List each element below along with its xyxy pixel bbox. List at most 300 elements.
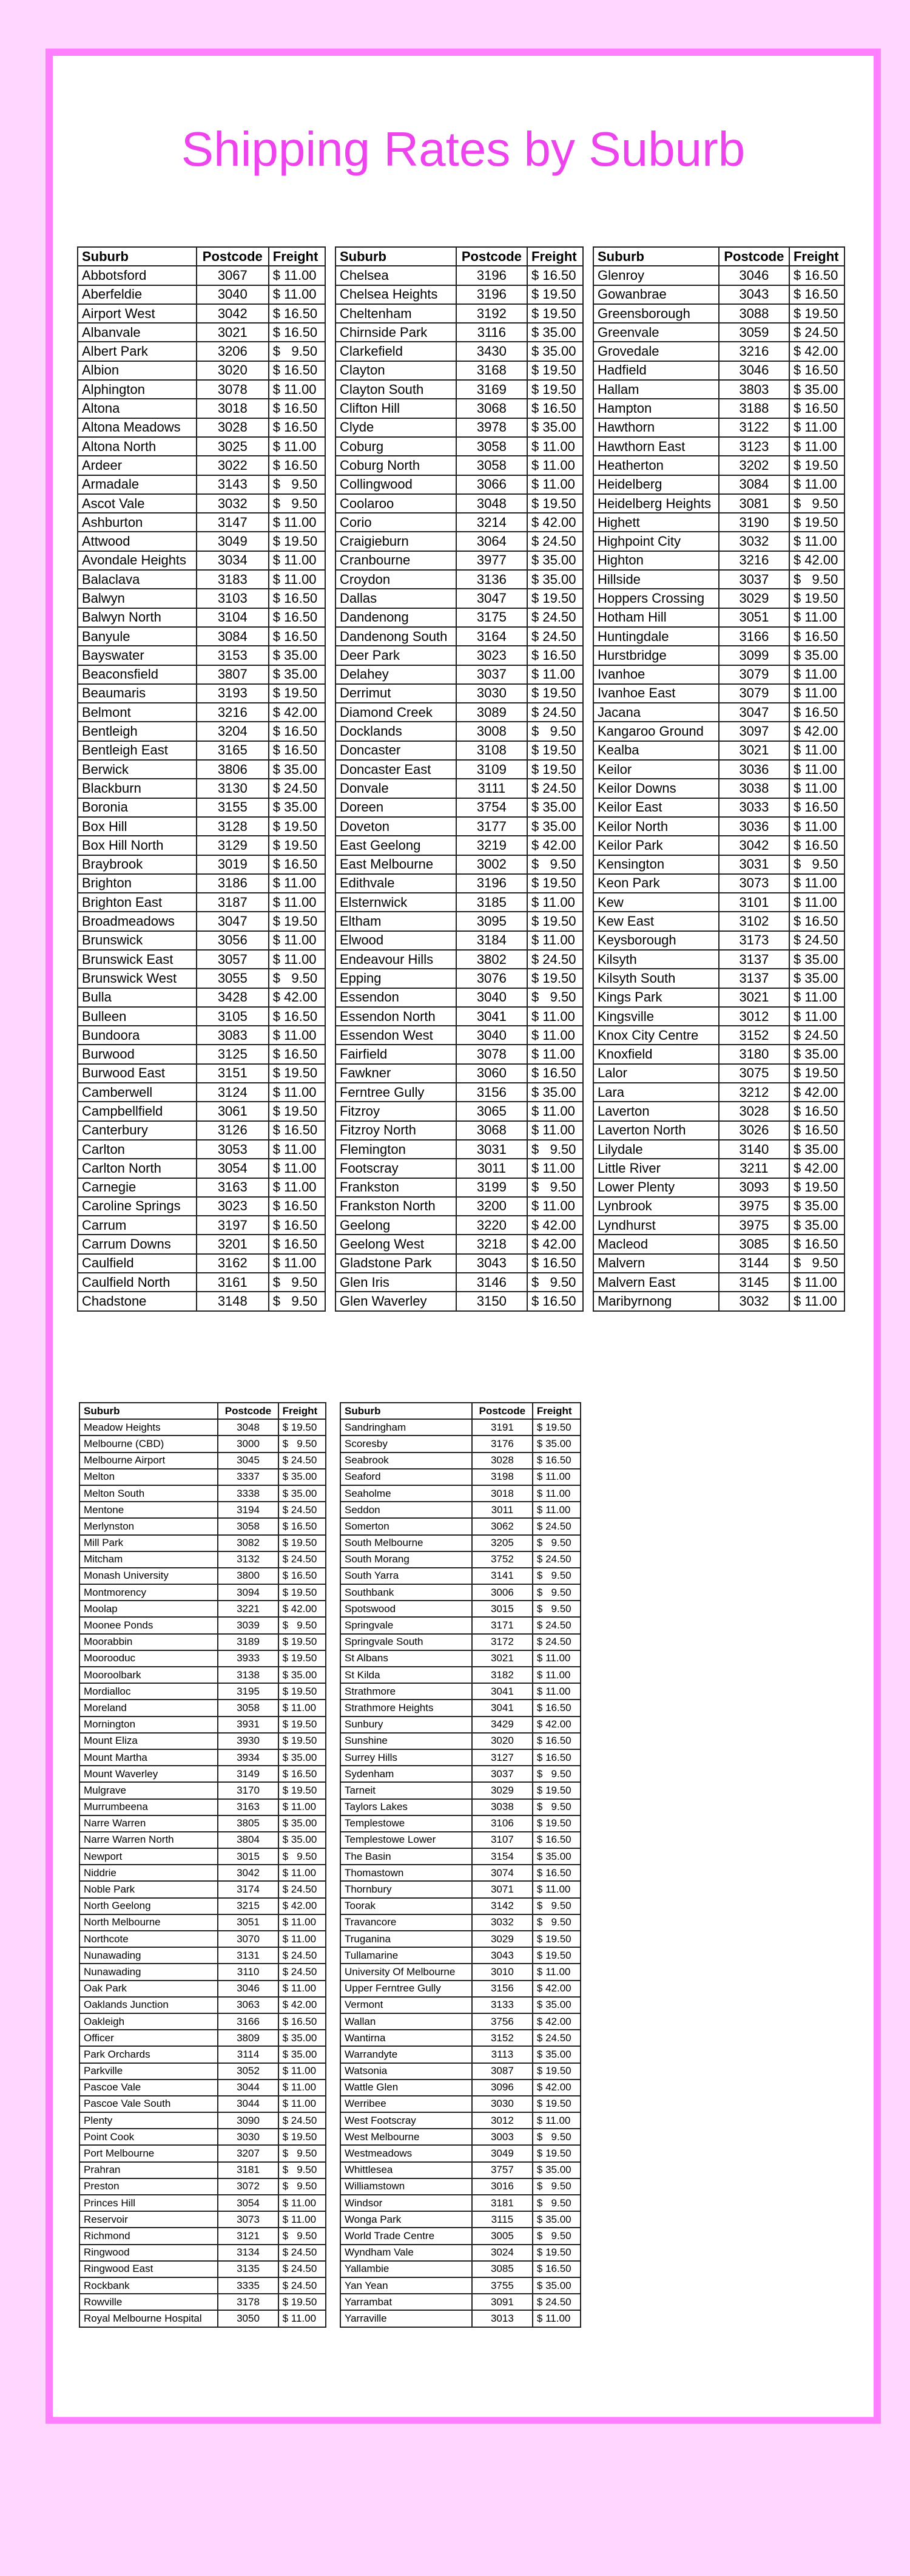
postcode-cell: 3078 — [197, 380, 269, 399]
postcode-cell: 3042 — [719, 836, 789, 855]
postcode-cell: 3041 — [456, 1007, 527, 1026]
freight-cell: $ 9.50 — [527, 1140, 583, 1159]
suburb-cell: Carnegie — [78, 1178, 197, 1197]
postcode-cell: 3024 — [472, 2245, 533, 2261]
table-row — [78, 646, 325, 665]
table-row — [593, 513, 844, 532]
freight-cell: $ 11.00 — [789, 475, 844, 494]
table-row — [335, 1083, 583, 1102]
suburb-cell: Lower Plenty — [593, 1178, 719, 1197]
suburb-cell: Wyndham Vale — [340, 2245, 472, 2261]
suburb-cell: Eltham — [335, 912, 456, 930]
freight-cell: $ 42.00 — [527, 513, 583, 532]
suburb-cell: Toorak — [340, 1898, 472, 1914]
table-row — [335, 399, 583, 418]
table-row — [340, 2129, 581, 2145]
suburb-cell: Flemington — [335, 1140, 456, 1159]
postcode-cell: 3099 — [719, 646, 789, 665]
postcode-cell: 3053 — [197, 1140, 269, 1159]
table-row — [335, 703, 583, 722]
freight-cell: $ 19.50 — [278, 1634, 326, 1650]
postcode-cell: 3147 — [197, 513, 269, 532]
suburb-cell: Monash University — [79, 1568, 218, 1584]
table-row — [340, 1700, 581, 1716]
table-row — [79, 2030, 326, 2046]
suburb-cell: Malvern East — [593, 1273, 719, 1292]
postcode-cell: 3041 — [472, 1700, 533, 1716]
table-row — [335, 988, 583, 1007]
freight-cell: $ 35.00 — [269, 760, 325, 779]
suburb-cell: Park Orchards — [79, 2046, 218, 2062]
table-row — [78, 1197, 325, 1216]
suburb-cell: Noble Park — [79, 1881, 218, 1897]
postcode-cell: 3190 — [719, 513, 789, 532]
table-row — [593, 570, 844, 589]
freight-cell: $ 11.00 — [533, 1502, 581, 1518]
freight-cell: $ 19.50 — [527, 361, 583, 380]
suburb-cell: Cranbourne — [335, 551, 456, 570]
table-row — [593, 1102, 844, 1120]
freight-cell: $ 35.00 — [533, 1848, 581, 1865]
table-row — [78, 627, 325, 646]
table-row — [593, 1064, 844, 1083]
postcode-cell: 3800 — [218, 1568, 278, 1584]
freight-cell: $ 24.50 — [527, 608, 583, 627]
table-row — [340, 2310, 581, 2327]
suburb-cell: Melbourne Airport — [79, 1452, 218, 1469]
table-row — [78, 494, 325, 513]
postcode-cell: 3095 — [456, 912, 527, 930]
suburb-cell: Docklands — [335, 722, 456, 741]
table-row — [78, 1292, 325, 1310]
table-row — [79, 2145, 326, 2161]
freight-cell: $ 16.50 — [789, 703, 844, 722]
suburb-cell: Wallan — [340, 2013, 472, 2030]
suburb-cell: Pascoe Vale South — [79, 2096, 218, 2112]
table-row — [78, 570, 325, 589]
suburb-cell: Princes Hill — [79, 2195, 218, 2211]
suburb-cell: Taylors Lakes — [340, 1799, 472, 1815]
postcode-cell: 3023 — [456, 646, 527, 665]
table-row — [78, 893, 325, 912]
freight-cell: $ 35.00 — [789, 1197, 844, 1216]
table-row — [79, 1848, 326, 1865]
freight-cell: $ 19.50 — [269, 1064, 325, 1083]
suburb-cell: Brighton — [78, 874, 197, 893]
postcode-cell: 3063 — [218, 1997, 278, 2013]
postcode-cell: 3002 — [456, 855, 527, 874]
postcode-cell: 3071 — [472, 1881, 533, 1897]
postcode-cell: 3040 — [197, 285, 269, 304]
table-row — [593, 1178, 844, 1197]
freight-cell: $ 9.50 — [269, 494, 325, 513]
suburb-cell: Yallambie — [340, 2261, 472, 2277]
table-row — [340, 2261, 581, 2277]
postcode-cell: 3052 — [218, 2063, 278, 2079]
freight-cell: $ 16.50 — [789, 266, 844, 285]
column-header-suburb: Suburb — [78, 247, 197, 266]
postcode-cell: 3189 — [218, 1634, 278, 1650]
freight-cell: $ 16.50 — [278, 1568, 326, 1584]
suburb-cell: Coburg — [335, 437, 456, 456]
suburb-cell: Newport — [79, 1848, 218, 1865]
table-row — [340, 2178, 581, 2195]
freight-cell: $ 11.00 — [789, 817, 844, 836]
postcode-cell: 3144 — [719, 1254, 789, 1273]
table-row — [340, 1469, 581, 1485]
freight-cell: $ 24.50 — [527, 627, 583, 646]
freight-cell: $ 35.00 — [278, 1749, 326, 1766]
table-row — [78, 1007, 325, 1026]
postcode-cell: 3016 — [472, 2178, 533, 2195]
table-row — [79, 1452, 326, 1469]
table-row — [79, 2294, 326, 2310]
postcode-cell: 3010 — [472, 1964, 533, 1980]
suburb-cell: Bulla — [78, 988, 197, 1007]
table-row — [340, 1584, 581, 1601]
suburb-cell: Burwood East — [78, 1064, 197, 1083]
table-row — [335, 741, 583, 760]
postcode-cell: 3111 — [456, 779, 527, 798]
freight-cell: $ 11.00 — [789, 532, 844, 551]
freight-cell: $ 9.50 — [269, 1273, 325, 1292]
suburb-cell: Rowville — [79, 2294, 218, 2310]
postcode-cell: 3184 — [456, 931, 527, 950]
suburb-cell: Ferntree Gully — [335, 1083, 456, 1102]
postcode-cell: 3088 — [719, 304, 789, 323]
suburb-cell: Cheltenham — [335, 304, 456, 323]
table-row — [78, 608, 325, 627]
suburb-cell: Ashburton — [78, 513, 197, 532]
postcode-cell: 3178 — [218, 2294, 278, 2310]
freight-cell: $ 11.00 — [269, 437, 325, 456]
table-row — [593, 532, 844, 551]
freight-cell: $ 24.50 — [278, 1964, 326, 1980]
freight-cell: $ 19.50 — [533, 2096, 581, 2112]
postcode-cell: 3216 — [719, 551, 789, 570]
postcode-cell: 3018 — [472, 1485, 533, 1502]
table-row — [340, 2195, 581, 2211]
freight-cell: $ 11.00 — [527, 456, 583, 475]
suburb-cell: Essendon North — [335, 1007, 456, 1026]
table-row — [335, 418, 583, 437]
suburb-cell: Prahran — [79, 2162, 218, 2178]
postcode-cell: 3032 — [472, 1914, 533, 1931]
table-row — [78, 665, 325, 684]
suburb-cell: Hurstbridge — [593, 646, 719, 665]
freight-cell: $ 35.00 — [789, 380, 844, 399]
postcode-cell: 3058 — [218, 1518, 278, 1534]
freight-cell: $ 11.00 — [527, 1197, 583, 1216]
table-row — [593, 722, 844, 741]
freight-cell: $ 16.50 — [269, 1007, 325, 1026]
suburb-cell: Mordialloc — [79, 1683, 218, 1700]
postcode-cell: 3032 — [719, 532, 789, 551]
postcode-cell: 3067 — [197, 266, 269, 285]
freight-cell: $ 11.00 — [278, 1700, 326, 1716]
table-row — [335, 589, 583, 608]
suburb-cell: East Melbourne — [335, 855, 456, 874]
freight-cell: $ 19.50 — [527, 912, 583, 930]
table-row — [340, 1815, 581, 1832]
table-row — [79, 2112, 326, 2129]
postcode-cell: 3104 — [197, 608, 269, 627]
suburb-cell: Lyndhurst — [593, 1216, 719, 1235]
freight-cell: $ 24.50 — [789, 931, 844, 950]
table-row — [78, 1216, 325, 1235]
table-row — [78, 988, 325, 1007]
postcode-cell: 3156 — [472, 1981, 533, 1997]
freight-cell: $ 11.00 — [789, 874, 844, 893]
rates-table-2 — [335, 246, 584, 1312]
table-row — [335, 931, 583, 950]
postcode-cell: 3059 — [719, 323, 789, 342]
freight-cell: $ 24.50 — [533, 2030, 581, 2046]
suburb-cell: Hawthorn — [593, 418, 719, 437]
rates-table-1 — [77, 246, 326, 1312]
table-row — [593, 1292, 844, 1310]
freight-cell: $ 11.00 — [269, 513, 325, 532]
freight-cell: $ 9.50 — [533, 1601, 581, 1617]
freight-cell: $ 16.50 — [269, 323, 325, 342]
table-row — [340, 1749, 581, 1766]
freight-cell: $ 11.00 — [269, 551, 325, 570]
postcode-cell: 3045 — [218, 1452, 278, 1469]
postcode-cell: 3170 — [218, 1782, 278, 1798]
suburb-cell: Bundoora — [78, 1026, 197, 1045]
freight-cell: $ 19.50 — [278, 1683, 326, 1700]
postcode-cell: 3204 — [197, 722, 269, 741]
suburb-cell: Doncaster East — [335, 760, 456, 779]
suburb-cell: Reservoir — [79, 2211, 218, 2228]
postcode-cell: 3081 — [719, 494, 789, 513]
suburb-cell: Carrum Downs — [78, 1235, 197, 1253]
postcode-cell: 3428 — [197, 988, 269, 1007]
table-row — [593, 665, 844, 684]
suburb-cell: Narre Warren North — [79, 1832, 218, 1848]
table-row — [79, 1435, 326, 1452]
suburb-cell: Kings Park — [593, 988, 719, 1007]
freight-cell: $ 24.50 — [278, 1881, 326, 1897]
postcode-cell: 3199 — [456, 1178, 527, 1197]
freight-cell: $ 16.50 — [269, 855, 325, 874]
postcode-cell: 3154 — [472, 1848, 533, 1865]
postcode-cell: 3038 — [472, 1799, 533, 1815]
postcode-cell: 3039 — [218, 1617, 278, 1633]
suburb-cell: Mentone — [79, 1502, 218, 1518]
postcode-cell: 3057 — [197, 950, 269, 969]
table-row — [340, 2162, 581, 2178]
freight-cell: $ 42.00 — [533, 2079, 581, 2096]
table-row — [335, 361, 583, 380]
table-row — [593, 475, 844, 494]
table-row — [340, 1964, 581, 1980]
column-header-postcode: Postcode — [197, 247, 269, 266]
suburb-cell: Caulfield — [78, 1254, 197, 1273]
freight-cell: $ 19.50 — [789, 1064, 844, 1083]
table-row — [78, 912, 325, 930]
suburb-cell: Mulgrave — [79, 1782, 218, 1798]
suburb-cell: Doreen — [335, 798, 456, 817]
suburb-cell: Craigieburn — [335, 532, 456, 551]
suburb-cell: Deer Park — [335, 646, 456, 665]
freight-cell: $ 16.50 — [789, 836, 844, 855]
freight-cell: $ 9.50 — [269, 475, 325, 494]
suburb-cell: Lalor — [593, 1064, 719, 1083]
freight-cell: $ 11.00 — [269, 1178, 325, 1197]
freight-cell: $ 9.50 — [533, 1535, 581, 1551]
table-row — [79, 1898, 326, 1914]
postcode-cell: 3133 — [472, 1997, 533, 2013]
table-row — [78, 532, 325, 551]
postcode-cell: 3169 — [456, 380, 527, 399]
table-row — [78, 361, 325, 380]
postcode-cell: 3028 — [472, 1452, 533, 1469]
postcode-cell: 3141 — [472, 1568, 533, 1584]
table-row — [340, 2145, 581, 2161]
postcode-cell: 3089 — [456, 703, 527, 722]
freight-cell: $ 11.00 — [527, 931, 583, 950]
suburb-cell: Tarneit — [340, 1782, 472, 1798]
table-row — [335, 1254, 583, 1273]
suburb-cell: Kew — [593, 893, 719, 912]
table-row — [79, 1469, 326, 1485]
suburb-cell: Kangaroo Ground — [593, 722, 719, 741]
table-row — [340, 1452, 581, 1469]
table-row — [340, 1634, 581, 1650]
freight-cell: $ 16.50 — [527, 646, 583, 665]
postcode-cell: 3068 — [456, 399, 527, 418]
suburb-cell: Elwood — [335, 931, 456, 950]
freight-cell: $ 35.00 — [533, 1997, 581, 2013]
postcode-cell: 3194 — [218, 1502, 278, 1518]
freight-cell: $ 11.00 — [278, 2211, 326, 2228]
freight-cell: $ 24.50 — [527, 950, 583, 969]
postcode-cell: 3140 — [719, 1140, 789, 1159]
freight-cell: $ 11.00 — [278, 1981, 326, 1997]
table-row — [593, 703, 844, 722]
postcode-cell: 3079 — [719, 684, 789, 703]
suburb-cell: Highton — [593, 551, 719, 570]
table-row — [78, 684, 325, 703]
suburb-cell: Brunswick East — [78, 950, 197, 969]
postcode-cell: 3185 — [456, 893, 527, 912]
freight-cell: $ 16.50 — [269, 722, 325, 741]
freight-cell: $ 11.00 — [269, 1083, 325, 1102]
postcode-cell: 3145 — [719, 1273, 789, 1292]
postcode-cell: 3084 — [197, 627, 269, 646]
suburb-cell: Port Melbourne — [79, 2145, 218, 2161]
postcode-cell: 3073 — [218, 2211, 278, 2228]
table-row — [335, 665, 583, 684]
table-row — [79, 2211, 326, 2228]
suburb-cell: Campbellfield — [78, 1102, 197, 1120]
table-row — [79, 1782, 326, 1798]
freight-cell: $ 42.00 — [278, 1601, 326, 1617]
freight-cell: $ 9.50 — [278, 1617, 326, 1633]
suburb-cell: Ringwood — [79, 2245, 218, 2261]
freight-cell: $ 35.00 — [527, 570, 583, 589]
table-row — [593, 760, 844, 779]
postcode-cell: 3338 — [218, 1485, 278, 1502]
freight-cell: $ 16.50 — [789, 1102, 844, 1120]
postcode-cell: 3212 — [719, 1083, 789, 1102]
suburb-cell: Ardeer — [78, 456, 197, 475]
table-row — [78, 456, 325, 475]
table-row — [340, 2294, 581, 2310]
freight-cell: $ 16.50 — [278, 1518, 326, 1534]
suburb-cell: Little River — [593, 1159, 719, 1178]
postcode-cell: 3072 — [218, 2178, 278, 2195]
table-header-row — [79, 1403, 326, 1419]
suburb-cell: Oaklands Junction — [79, 1997, 218, 2013]
suburb-cell: Narre Warren — [79, 1815, 218, 1832]
table-row — [79, 2277, 326, 2294]
table-row — [79, 2195, 326, 2211]
postcode-cell: 3181 — [472, 2195, 533, 2211]
freight-cell: $ 9.50 — [278, 2178, 326, 2195]
suburb-cell: Keilor — [593, 760, 719, 779]
postcode-cell: 3087 — [472, 2063, 533, 2079]
suburb-cell: Sunbury — [340, 1717, 472, 1733]
postcode-cell: 3006 — [472, 1584, 533, 1601]
postcode-cell: 3124 — [197, 1083, 269, 1102]
postcode-cell: 3164 — [456, 627, 527, 646]
suburb-cell: Murrumbeena — [79, 1799, 218, 1815]
freight-cell: $ 11.00 — [533, 1667, 581, 1683]
freight-cell: $ 19.50 — [527, 285, 583, 304]
suburb-cell: Keon Park — [593, 874, 719, 893]
freight-cell: $ 19.50 — [278, 1419, 326, 1435]
table-row — [79, 1683, 326, 1700]
freight-cell: $ 11.00 — [269, 266, 325, 285]
postcode-cell: 3076 — [456, 969, 527, 988]
table-row — [335, 437, 583, 456]
freight-cell: $ 19.50 — [533, 2245, 581, 2261]
postcode-cell: 3150 — [456, 1292, 527, 1310]
table-row — [593, 950, 844, 969]
table-row — [340, 1650, 581, 1667]
postcode-cell: 3188 — [719, 399, 789, 418]
suburb-cell: Belmont — [78, 703, 197, 722]
table-row — [78, 437, 325, 456]
suburb-cell: Chelsea Heights — [335, 285, 456, 304]
table-row — [593, 741, 844, 760]
postcode-cell: 3197 — [197, 1216, 269, 1235]
freight-cell: $ 24.50 — [278, 2245, 326, 2261]
freight-cell: $ 19.50 — [533, 2063, 581, 2079]
suburb-cell: Clarkefield — [335, 342, 456, 361]
postcode-cell: 3215 — [218, 1898, 278, 1914]
postcode-cell: 3803 — [719, 380, 789, 399]
table-row — [335, 1216, 583, 1235]
table-row — [335, 608, 583, 627]
table-row — [340, 1535, 581, 1551]
table-row — [78, 399, 325, 418]
freight-cell: $ 11.00 — [269, 874, 325, 893]
suburb-cell: West Footscray — [340, 2112, 472, 2129]
table-row — [593, 836, 844, 855]
freight-cell: $ 9.50 — [527, 1178, 583, 1197]
postcode-cell: 3030 — [218, 2129, 278, 2145]
suburb-cell: Meadow Heights — [79, 1419, 218, 1435]
postcode-cell: 3129 — [197, 836, 269, 855]
table-row — [79, 1881, 326, 1897]
freight-cell: $ 19.50 — [278, 1650, 326, 1667]
postcode-cell: 3011 — [456, 1159, 527, 1178]
suburb-cell: Yarraville — [340, 2310, 472, 2327]
table-row — [78, 798, 325, 817]
